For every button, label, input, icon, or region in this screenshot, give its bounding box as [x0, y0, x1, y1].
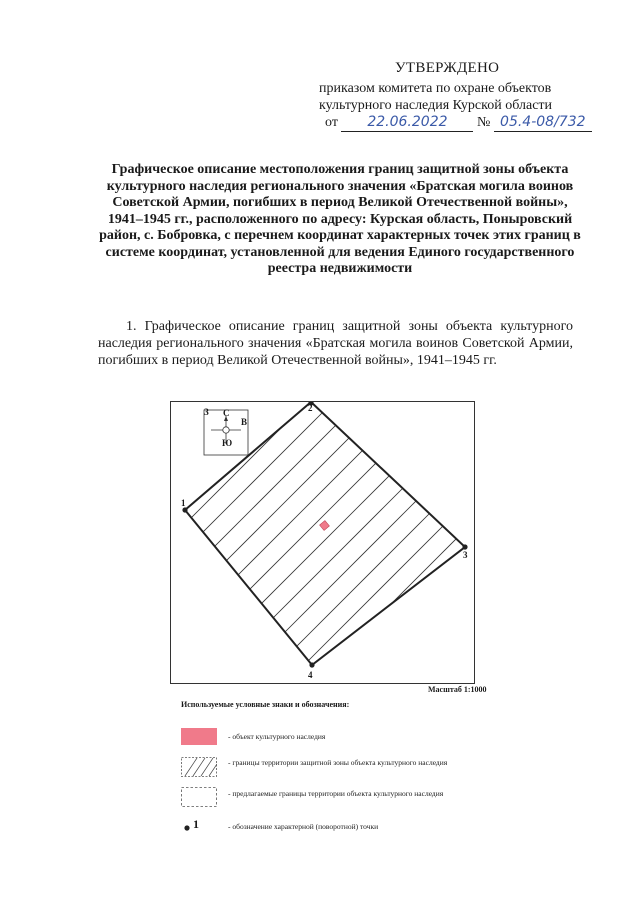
date-prefix: от: [325, 115, 338, 130]
handwritten-number: 05.4-08/732: [500, 114, 586, 130]
point-4-label: 4: [308, 670, 313, 680]
handwritten-date: 22.06.2022: [367, 114, 448, 130]
legend-point-number: 1: [193, 817, 199, 831]
section-paragraph: 1. Графическое описание границ защитной зоны объекта культурного наследия регионального значения «Братская могила воинов Советской Армии, погибших в период Великой Отечественной войны», 1941–1945 гг.: [98, 319, 573, 368]
point-1-label: 1: [181, 498, 186, 508]
document-title: Графическое описание местоположения границ защитной зоны объекта культурного наследия регионального значения «Братская могила воинов Советской Армии, погибших в период Великой Отечественной войны», 1941–1945 гг., расположенного по адресу: Курская область, Поныровский район, с. Бобровка, с перечнем координат характерных точек этих границ в системе координат, установленной для ведения Единого государственного реестра недвижимости: [99, 162, 581, 276]
legend-dashed-swatch: [181, 787, 217, 807]
point-3-marker: [462, 544, 467, 549]
legend-item-point: - обозначение характерной (поворотной) точки: [228, 822, 379, 831]
compass-north-label: С: [223, 408, 230, 418]
map-drawing: [171, 402, 474, 683]
approval-date-line: [325, 114, 592, 132]
number-prefix: №: [476, 115, 491, 130]
legend-item-object: - объект культурного наследия: [228, 732, 326, 741]
approval-line-1: приказом комитета по охране объектов: [319, 81, 552, 96]
legend-hatch-swatch: [181, 757, 217, 777]
legend-point-swatch: [183, 822, 193, 832]
compass-south-label: Ю: [222, 438, 233, 448]
compass-west-label: З: [204, 407, 209, 417]
cultural-object-marker: [320, 521, 330, 531]
approval-line-2: культурного наследия Курской области: [319, 98, 553, 113]
point-4-marker: [309, 662, 314, 667]
map-scale: Масштаб 1:1000: [428, 685, 487, 694]
point-1-marker: [182, 507, 187, 512]
legend-title: Используемые условные знаки и обозначения:: [181, 700, 350, 709]
point-3-label: 3: [463, 550, 468, 560]
legend-item-proposed-boundary: - предлагаемые границы территории объекта культурного наследия: [228, 789, 444, 798]
legend-item-zone-boundary: - границы территории защитной зоны объекта культурного наследия: [228, 758, 448, 767]
legend-object-swatch: [181, 728, 217, 745]
point-2-label: 2: [308, 403, 313, 413]
compass-east-label: В: [241, 417, 248, 427]
approval-title: УТВЕРЖДЕНО: [395, 60, 500, 76]
map-frame: [170, 401, 475, 684]
